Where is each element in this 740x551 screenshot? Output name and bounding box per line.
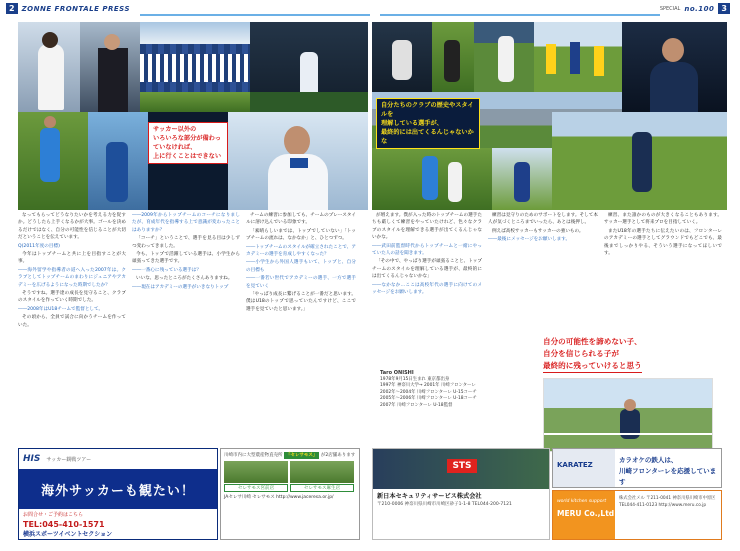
photo-bench xyxy=(492,148,552,210)
photo-player-celebrate xyxy=(88,112,148,210)
ad-sts[interactable] xyxy=(372,448,550,540)
ceresa-url: JAセレサ川崎 セレサモス http://www.jaceresa.or.jp/ xyxy=(224,495,334,500)
article-question: ――武田前監督時代からトップチームと一緒にやっていた人の話を聞きます。 xyxy=(372,243,482,257)
issue-number: no.100 xyxy=(684,4,715,13)
issue-label: SPECIAL xyxy=(659,5,681,12)
caption-left-photo: サッカー以外の いろいろな部分が備わっていなければ、 上に行くことはできない xyxy=(148,122,228,164)
article-paragraph: 「コーチ」ということで、選手を見る目は少しずつ変わってきました。 xyxy=(132,236,240,249)
profile-line: 2005年～2006年 川崎フロンターレ U-18コーチ xyxy=(380,396,477,402)
article-paragraph: 練習は見守りのためのサポートをします。そして本人が気づくところまでいったら、あとは後押し。 xyxy=(488,213,598,226)
ceresa-photo-1 xyxy=(224,461,288,483)
meru-info: 株式会社メル 〒211-0041 神奈川県川崎市中原区 TEL044-411-0123 http://www.meru.co.jp xyxy=(619,496,716,508)
ad-his[interactable] xyxy=(18,448,218,540)
article-paragraph: その頃から、全員で試合に向かうチームを作っていた。 xyxy=(18,315,126,328)
ad-karatez[interactable] xyxy=(552,448,722,488)
article-question: Q(2011年度の目標) xyxy=(18,243,60,249)
article-question: ――現在はアカデミーの選手がいきなりトップ xyxy=(132,284,229,290)
meru-logo-box xyxy=(553,491,615,540)
photo-team-grass xyxy=(140,92,250,112)
his-company: 横浜スポーツイベントセクション xyxy=(23,531,113,538)
article-column-2 xyxy=(132,212,240,292)
photo-collage-left xyxy=(18,22,368,210)
profile-line: 1978年9月15日生まれ 東京都出身 xyxy=(380,376,450,382)
article-question: ――最後にメッセージをお願いします。 xyxy=(488,237,571,243)
article-question: ――2008年はU18チームで監督として。 xyxy=(18,306,104,312)
article-paragraph: またU18年の選手たちに伝えたいのは、フロンターレのアカデミーの選手としてグラウンドでもどこでも、最後までしっかりやる、そういう選手になってほしいです。 xyxy=(604,228,722,257)
article-paragraph: 「素晴らしいまでは、トップでしていない」「トップチームの流れは、なかなか」と、ひとつずつ。 xyxy=(246,228,356,242)
ceresa-label-2: セレサモス麻生店 xyxy=(290,484,354,492)
article-column-4 xyxy=(372,212,482,297)
photo-player-2 xyxy=(474,22,534,92)
article-question: ――一番心に残っている選手は？ xyxy=(132,267,201,273)
his-logo: HIS xyxy=(23,454,41,464)
photo-training xyxy=(534,22,622,92)
page-header xyxy=(0,0,740,22)
karatez-text-1: カラオケの鉄人は、 xyxy=(619,456,678,464)
his-sub: お問合せ・ご予約はこちら xyxy=(23,512,84,518)
meru-logo: MERU Co.,Ltd xyxy=(557,509,615,518)
sts-logo: STS xyxy=(447,459,477,473)
karatez-text xyxy=(619,455,721,488)
article-question: ――海外留学や指導者の道へ入った2007年は。クラブとしてトップチームのまわりにジュニアやアカデミーを広げるようになった時期でしたか？ xyxy=(18,267,126,288)
photo-match-action xyxy=(372,148,492,210)
karatez-text-2: 川崎フロンターレを応援しています xyxy=(619,467,717,486)
profile-line: 1997年 神奈川大学→ 2001年 川崎フロンターレ xyxy=(380,383,476,389)
ceresa-photos xyxy=(224,461,356,483)
player-profile xyxy=(380,370,530,410)
article-paragraph: チームの練習に参加しても、チームのプレースタイルに溶け込んでいる印象です。 xyxy=(246,213,356,226)
publication-title: ZONNE FRONTALE PRESS xyxy=(21,4,130,13)
photo-team-group xyxy=(140,44,250,92)
player-name: Taro ONISHI xyxy=(380,370,414,376)
header-rule-left xyxy=(140,14,370,16)
article-question: ――2009年からトップチームのコーチになりましたが、育成年代を指導する上で意識が変わったことはありますか？ xyxy=(132,213,240,233)
his-title: 海外サッカーも観たい！ xyxy=(19,469,217,509)
article-column-6 xyxy=(604,212,722,258)
pull-quote-text: 自分の可能性を諦めない子、 自分を信じられる子が 最終的に残っていけると思う xyxy=(543,336,642,373)
his-tagline: サッカー観戦ツアー xyxy=(46,456,92,463)
ad-ceresa[interactable] xyxy=(220,448,360,540)
ceresa-photo-2 xyxy=(290,461,354,483)
caption-right-photo: 自分たちのクラブの歴史やスタイルを 理解している選手が、 最終的には出てくるんじゃないかな xyxy=(376,98,480,149)
ceresa-top2: が2店舗あります xyxy=(320,453,356,458)
photo-collage-right xyxy=(372,22,727,210)
ad-meru[interactable] xyxy=(552,490,722,540)
sts-info: 〒210-0006 神奈川県川崎市川崎区砂子1-1-8 TEL044-200-7121 xyxy=(377,502,512,507)
header-right xyxy=(660,3,730,14)
article-paragraph: 今も、トップで活躍している選手は、小学生から頑張ってきた選手です。 xyxy=(132,252,240,265)
article-column-5 xyxy=(488,212,598,245)
article-column-3 xyxy=(246,212,356,314)
photo-player-1 xyxy=(432,22,474,92)
article-paragraph: 「その中で、やっぱり選手が頑張ることと、トップチームのスタイルを理解している選手が、最終的には出てくるんじゃないかな」 xyxy=(372,259,482,280)
page-number-right: 3 xyxy=(718,3,730,14)
karatez-logo: KARATEZ xyxy=(557,461,593,469)
photo-stadium-sky xyxy=(140,22,250,44)
ceresa-top: 川崎市内に大型農産物直売所 xyxy=(224,453,283,458)
his-tel: TEL:045-410-1571 xyxy=(23,520,105,529)
photo-coach-field xyxy=(552,112,727,210)
meru-sub: world kitchen support xyxy=(557,499,607,504)
photo-crowd xyxy=(372,22,432,92)
article-paragraph: 練習、また誰かのものが大きくなることもあります。サッカー選手として将来プロを目指していく。 xyxy=(604,213,722,226)
article-paragraph: いいな、思ったところがたくさんありますね。 xyxy=(136,276,233,282)
karatez-logo-box xyxy=(553,449,615,488)
article-paragraph: 今年はトップチームと共に上を目指すことが大事。 xyxy=(18,252,126,265)
photo-player-running xyxy=(18,112,88,210)
profile-line: 2002年～2004年 川崎フロンターレ U-15コーチ xyxy=(380,389,477,395)
photo-interview xyxy=(622,22,727,112)
article-paragraph: 「やっぱり成長に繋げることが一番だと思います。僕はU18のトップで思っていたんですけど、ここで選手を見ていたと思います。」 xyxy=(246,292,356,312)
article-paragraph: が増えます。僕が入った時のトップチームの選手たちも厳しくて練習をやっていたけれど、色々なクラブのスタイルを理解できる選手が出てくるんじゃないかな。 xyxy=(372,213,482,241)
article-question: ――トップチームのスタイルが確立されたことで、アカデミーの選手を育成しやすくなった？ xyxy=(246,244,356,258)
article-paragraph: そうですね。選手達の成長を見守ること、クラブのスタイルを作っていく時期でした。 xyxy=(18,291,126,304)
ceresa-labels xyxy=(224,484,356,492)
header-rule-right xyxy=(380,14,660,16)
header-left xyxy=(6,3,130,14)
page-number-left: 2 xyxy=(6,3,18,14)
pull-quote xyxy=(543,336,698,373)
ceresa-brand: 「セレサモス」 xyxy=(285,453,318,458)
ceresa-headline xyxy=(224,452,356,459)
ceresa-label-1: セレサモス宮前店 xyxy=(224,484,288,492)
article-paragraph: なってもらってどうなりたいかを考える力を促すか。どうしたら上手くなるかが大事。ゴールを決めるだけではなく、自分の可能性を信じることが大切だということを伝えています。 xyxy=(18,213,126,241)
his-top xyxy=(19,449,217,469)
sts-company-name: 新日本セキュリティサービス株式会社 xyxy=(377,493,482,500)
article-question: ――一番若い世代でアカデミーの選手、一方で選手を見ていく xyxy=(246,276,356,289)
photo-night-match xyxy=(250,22,368,112)
article-question: ――なかなか…ここは高校年代の選手に向けてのメッセージをお願いします。 xyxy=(372,282,482,296)
photo-ceremony xyxy=(80,22,140,112)
photo-portrait-field xyxy=(543,378,713,452)
photo-award xyxy=(18,22,80,112)
profile-line: 2007年 川崎フロンターレ U-18監督 xyxy=(380,402,453,408)
photo-coach-portrait xyxy=(228,112,368,210)
article-column-1 xyxy=(18,212,126,330)
article-paragraph: 例えば高校サッカーもサッカーの強いもの。 xyxy=(492,228,584,234)
article-question: ――小学生から外国人選手もいて、トップと、自分の目標も xyxy=(246,260,356,273)
